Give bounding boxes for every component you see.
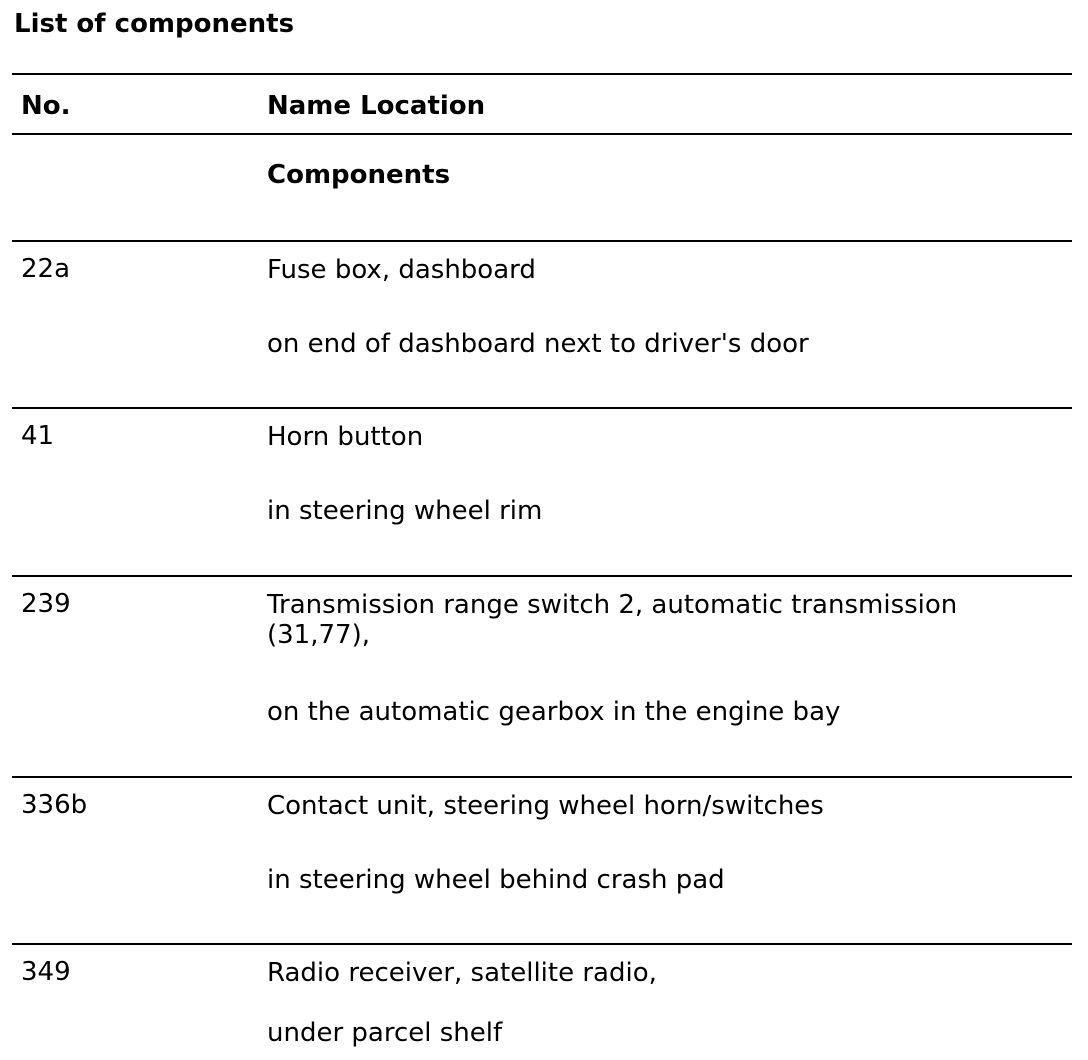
component-name: Radio receiver, satellite radio, xyxy=(267,958,657,988)
component-location: on end of dashboard next to driver's door xyxy=(267,329,809,359)
header-no: No. xyxy=(21,91,71,121)
table-header-row xyxy=(12,75,1072,133)
component-location: in steering wheel rim xyxy=(267,496,543,526)
table-row xyxy=(12,945,1072,1055)
component-number: 349 xyxy=(21,957,71,987)
table-row xyxy=(12,577,1072,776)
component-location: on the automatic gearbox in the engine bay xyxy=(267,697,841,727)
table-row xyxy=(12,778,1072,943)
component-number: 41 xyxy=(21,421,55,451)
component-name: Transmission range switch 2, automatic transmission (31,77), xyxy=(267,590,958,650)
component-name: Fuse box, dashboard xyxy=(267,255,536,285)
section-heading-components: Components xyxy=(267,160,451,190)
component-number: 22a xyxy=(21,254,71,284)
table-row xyxy=(12,409,1072,575)
table-row xyxy=(12,242,1072,407)
component-name: Horn button xyxy=(267,422,424,452)
component-name: Contact unit, steering wheel horn/switches xyxy=(267,791,824,821)
components-section-row xyxy=(12,135,1072,240)
component-location: in steering wheel behind crash pad xyxy=(267,865,725,895)
components-table xyxy=(12,73,1072,1055)
component-number: 239 xyxy=(21,589,71,619)
component-number: 336b xyxy=(21,790,88,820)
component-location: under parcel shelf xyxy=(267,1018,503,1048)
page-title: List of components xyxy=(14,9,295,39)
header-name-location: Name Location xyxy=(267,91,486,121)
